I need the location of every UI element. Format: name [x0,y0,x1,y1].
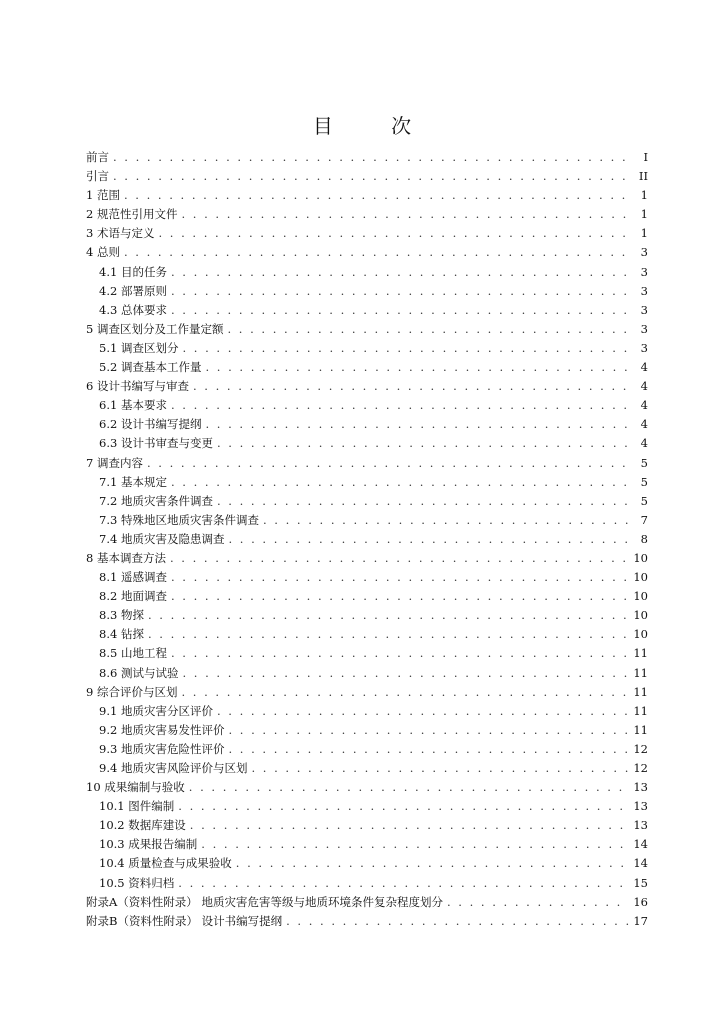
toc-entry-page-number: 17 [633,913,648,928]
toc-entry[interactable] [86,320,648,339]
toc-entry-label: 8.4 钻探 [99,627,144,642]
toc-entry-label: 1 范围 [86,188,120,203]
dot-leader [147,454,632,473]
toc-entry[interactable] [86,530,648,549]
toc-entry-page-number: 13 [633,818,648,833]
toc-entry-label: 附录A（资料性附录） 地质灾害危害等级与地质环境条件复杂程度划分 [86,894,443,909]
toc-entry-label: 10.1 图件编制 [99,799,175,814]
toc-entry[interactable] [86,454,648,473]
toc-entry-page-number: 11 [633,665,648,680]
toc-entry-label: 7 调查内容 [86,455,143,470]
toc-entry-page-number: 3 [640,340,648,355]
table-of-contents [86,148,648,931]
dot-leader [286,912,629,931]
dot-leader [228,721,629,740]
toc-entry-label: 9.3 地质灾害危险性评价 [99,741,225,756]
toc-entry[interactable] [86,778,648,797]
toc-entry[interactable] [86,224,648,243]
toc-entry-label: 7.1 基本规定 [99,474,167,489]
toc-entry-label: 10.3 成果报告编制 [99,837,198,852]
dot-leader [124,186,632,205]
toc-entry-label: 10.4 质量检查与成果验收 [99,856,232,871]
toc-entry-page-number: 10 [633,589,648,604]
toc-entry-page-number: 4 [640,417,648,432]
toc-entry[interactable] [86,263,648,282]
toc-entry[interactable] [86,549,648,568]
toc-entry[interactable] [86,625,648,644]
dot-leader [171,301,632,320]
dot-leader [217,434,632,453]
dot-leader [189,778,630,797]
toc-entry[interactable] [86,721,648,740]
toc-entry-label: 7.3 特殊地区地质灾害条件调查 [99,512,259,527]
toc-entry-page-number: 3 [640,321,648,336]
toc-entry[interactable] [86,186,648,205]
toc-entry-page-number: 11 [633,722,648,737]
toc-entry-page-number: 11 [633,684,648,699]
toc-entry-label: 7.4 地质灾害及隐患调查 [99,531,225,546]
toc-entry-page-number: 13 [633,799,648,814]
dot-leader [201,835,629,854]
toc-entry-label: 8.6 测试与试验 [99,665,179,680]
toc-entry-label: 9.1 地质灾害分区评价 [99,703,213,718]
dot-leader [148,606,629,625]
toc-entry-label: 4.2 部署原则 [99,283,167,298]
dot-leader [171,568,629,587]
toc-entry-label: 4.3 总体要求 [99,302,167,317]
toc-entry-page-number: 14 [633,837,648,852]
dot-leader [178,874,629,893]
toc-entry-label: 4 总则 [86,245,120,260]
dot-leader [171,396,632,415]
toc-entry-page-number: 10 [633,570,648,585]
toc-entry-label: 7.2 地质灾害条件调查 [99,493,213,508]
toc-entry-page-number: 4 [640,360,648,375]
toc-entry-page-number: 1 [640,226,648,241]
toc-entry-page-number: 11 [633,646,648,661]
toc-entry-page-number: 7 [640,512,648,527]
toc-entry[interactable] [86,148,648,167]
toc-entry-label: 10.5 资料归档 [99,875,175,890]
dot-leader [236,854,630,873]
dot-leader [205,415,632,434]
toc-entry[interactable] [86,644,648,663]
toc-entry[interactable] [86,243,648,262]
toc-entry[interactable] [86,434,648,453]
dot-leader [228,530,632,549]
dot-leader [205,358,632,377]
dot-leader [447,893,629,912]
toc-entry[interactable] [86,358,648,377]
toc-entry[interactable] [86,396,648,415]
dot-leader [190,816,630,835]
dot-leader [263,511,632,530]
toc-entry-label: 10.2 数据库建设 [99,818,186,833]
toc-entry[interactable] [86,606,648,625]
toc-entry[interactable] [86,759,648,778]
toc-entry-label: 附录B（资料性附录） 设计书编写提纲 [86,913,283,928]
dot-leader [182,339,632,358]
dot-leader [113,167,632,186]
toc-entry[interactable] [86,587,648,606]
toc-entry-label: 6.3 设计书审查与变更 [99,436,213,451]
toc-entry-label: 8.1 遥感调查 [99,570,167,585]
toc-entry-page-number: 3 [640,283,648,298]
toc-entry-page-number: 10 [633,627,648,642]
toc-entry-label: 9.2 地质灾害易发性评价 [99,722,225,737]
toc-entry[interactable] [86,377,648,396]
toc-entry-label: 8.5 山地工程 [99,646,167,661]
toc-entry[interactable] [86,205,648,224]
toc-entry-label: 6.1 基本要求 [99,398,167,413]
toc-entry[interactable] [86,492,648,511]
toc-entry-page-number: 1 [640,188,648,203]
toc-entry-page-number: 3 [640,302,648,317]
toc-entry[interactable] [86,683,648,702]
toc-entry[interactable] [86,664,648,683]
dot-leader [181,683,629,702]
toc-entry[interactable] [86,816,648,835]
dot-leader [148,625,629,644]
toc-entry-label: 前言 [86,150,109,164]
toc-entry[interactable] [86,893,648,912]
toc-entry-page-number: 4 [640,379,648,394]
toc-entry-page-number: 14 [633,856,648,871]
toc-entry-label: 4.1 目的任务 [99,264,167,279]
toc-entry-label: 3 术语与定义 [86,226,155,241]
toc-entry-label: 6 设计书编写与审查 [86,379,189,394]
toc-entry-page-number: 10 [633,550,648,565]
toc-entry[interactable] [86,912,648,931]
toc-entry-page-number: 1 [640,207,648,222]
toc-entry[interactable] [86,874,648,893]
toc-entry-label: 5 调查区划分及工作量定额 [86,321,224,336]
toc-entry-label: 引言 [86,169,109,184]
dot-leader [182,664,629,683]
toc-entry[interactable] [86,415,648,434]
toc-entry-page-number: 12 [633,761,648,775]
dot-leader [178,797,629,816]
toc-entry[interactable] [86,835,648,854]
dot-leader [171,263,632,282]
dot-leader [217,492,632,511]
dot-leader [251,759,629,778]
dot-leader [171,587,629,606]
toc-entry-label: 10 成果编制与验收 [86,780,185,795]
dot-leader [228,740,629,759]
toc-entry[interactable] [86,797,648,816]
toc-entry-page-number: 15 [633,875,648,890]
toc-entry-page-number: 13 [633,780,648,795]
dot-leader [171,644,629,663]
toc-entry[interactable] [86,702,648,721]
dot-leader [158,224,632,243]
toc-entry-page-number: 5 [640,455,648,470]
toc-entry-label: 6.2 设计书编写提纲 [99,417,202,432]
dot-leader [171,473,632,492]
dot-leader [113,148,632,167]
dot-leader [124,243,632,262]
toc-entry-label: 9.4 地质灾害风险评价与区划 [99,761,248,775]
toc-entry-page-number: 4 [640,436,648,451]
dot-leader [217,702,629,721]
toc-entry[interactable] [86,511,648,530]
dot-leader [171,282,632,301]
toc-entry[interactable] [86,339,648,358]
toc-entry-page-number: 4 [640,398,648,413]
toc-entry[interactable] [86,854,648,873]
toc-entry-label: 8.3 物探 [99,608,144,623]
toc-entry-page-number: 16 [633,894,648,909]
toc-entry-page-number: 5 [640,493,648,508]
toc-entry-label: 9 综合评价与区划 [86,684,178,699]
dot-leader [170,549,629,568]
toc-entry-page-number: 5 [640,474,648,489]
toc-entry-page-number: 12 [633,741,648,756]
toc-entry-page-number: 3 [640,264,648,279]
toc-entry[interactable] [86,473,648,492]
page-title: 目 次 [312,114,438,138]
toc-entry-page-number: I [643,150,648,164]
toc-entry-label: 8.2 地面调查 [99,589,167,604]
dot-leader [227,320,632,339]
toc-entry-page-number: 3 [640,245,648,260]
dot-leader [181,205,632,224]
toc-entry[interactable] [86,167,648,186]
toc-entry-label: 5.1 调查区划分 [99,340,179,355]
toc-entry[interactable] [86,301,648,320]
toc-entry[interactable] [86,740,648,759]
toc-entry[interactable] [86,568,648,587]
toc-entry-page-number: 8 [640,531,648,546]
toc-entry-page-number: II [638,169,648,184]
toc-entry-page-number: 11 [633,703,648,718]
toc-entry-page-number: 10 [633,608,648,623]
toc-entry[interactable] [86,282,648,301]
dot-leader [193,377,632,396]
toc-entry-label: 2 规范性引用文件 [86,207,178,222]
toc-entry-label: 8 基本调查方法 [86,550,166,565]
toc-entry-label: 5.2 调查基本工作量 [99,360,202,375]
